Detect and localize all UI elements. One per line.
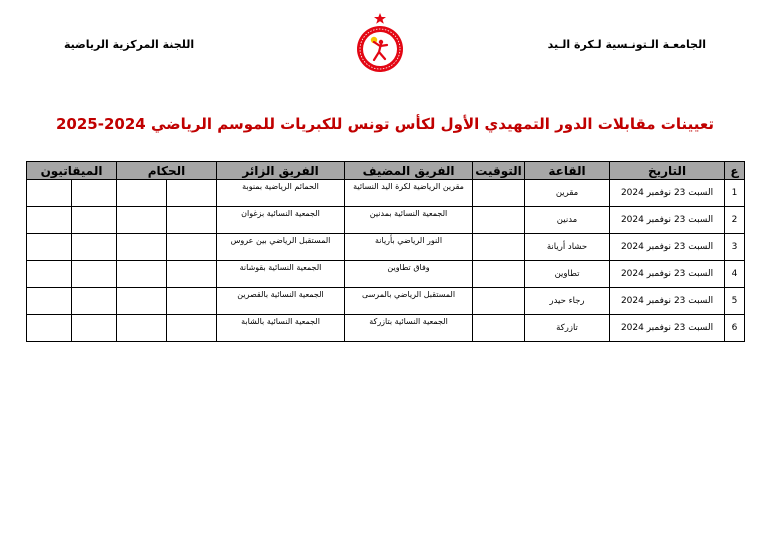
federation-name: الجامعـة الـتونـسية لـكرة الـيد — [547, 38, 706, 51]
match-time — [473, 207, 525, 234]
col-header-away-team: الفريق الزائر — [217, 162, 345, 180]
timekeeper-1 — [72, 288, 117, 315]
row-number: 4 — [725, 261, 745, 288]
home-team: الجمعية النسائية بتازركة — [345, 315, 473, 342]
timekeeper-1 — [72, 315, 117, 342]
assignments-table — [26, 161, 745, 342]
referee-1 — [167, 315, 217, 342]
referee-2 — [117, 261, 167, 288]
timekeeper-2 — [27, 261, 72, 288]
table-row — [27, 207, 745, 234]
match-date: السبت 23 نوفمبر 2024 — [610, 288, 725, 315]
referee-2 — [117, 180, 167, 207]
col-header-home-team: الفريق المضيف — [345, 162, 473, 180]
referee-1 — [167, 261, 217, 288]
timekeeper-2 — [27, 288, 72, 315]
timekeeper-1 — [72, 261, 117, 288]
row-number: 3 — [725, 234, 745, 261]
referee-1 — [167, 288, 217, 315]
match-time — [473, 261, 525, 288]
away-team: الجمعية النسائية بالقصرين — [217, 288, 345, 315]
match-hall: مدنين — [525, 207, 610, 234]
col-header-timekeepers: الميقاتيون — [27, 162, 117, 180]
home-team: المستقبل الرياضي بالمرسى — [345, 288, 473, 315]
away-team: الجمعية النسائية بالشابة — [217, 315, 345, 342]
committee-name: اللجنة المركزية الرياضية — [64, 38, 195, 51]
table-row — [27, 261, 745, 288]
match-date: السبت 23 نوفمبر 2024 — [610, 180, 725, 207]
row-number: 6 — [725, 315, 745, 342]
timekeeper-2 — [27, 207, 72, 234]
referee-1 — [167, 207, 217, 234]
referee-2 — [117, 207, 167, 234]
timekeeper-2 — [27, 180, 72, 207]
col-header-time: التوقيت — [473, 162, 525, 180]
referee-1 — [167, 234, 217, 261]
home-team: الجمعية النسائية بمدنين — [345, 207, 473, 234]
table-row — [27, 234, 745, 261]
match-hall: حشاد أريانة — [525, 234, 610, 261]
row-number: 2 — [725, 207, 745, 234]
col-header-num: ع — [725, 162, 745, 180]
timekeeper-1 — [72, 234, 117, 261]
page-title: تعيينات مقابلات الدور التمهيدي الأول لكأس تونس للكبريات للموسم الرياضي 2024-2025 — [56, 115, 714, 133]
table-row — [27, 288, 745, 315]
col-header-referees: الحكام — [117, 162, 217, 180]
federation-logo-icon — [350, 12, 410, 74]
referee-2 — [117, 315, 167, 342]
referee-2 — [117, 234, 167, 261]
home-team: وفاق تطاوين — [345, 261, 473, 288]
timekeeper-2 — [27, 315, 72, 342]
table-row — [27, 180, 745, 207]
table-header-row — [27, 162, 745, 180]
timekeeper-1 — [72, 207, 117, 234]
match-hall: تطاوين — [525, 261, 610, 288]
col-header-hall: القاعة — [525, 162, 610, 180]
match-time — [473, 180, 525, 207]
away-team: المستقبل الرياضي بين عروس — [217, 234, 345, 261]
col-header-date: التاريخ — [610, 162, 725, 180]
match-hall: مقرين — [525, 180, 610, 207]
row-number: 1 — [725, 180, 745, 207]
away-team: الجمعية النسائية بزغوان — [217, 207, 345, 234]
timekeeper-1 — [72, 180, 117, 207]
referee-2 — [117, 288, 167, 315]
match-date: السبت 23 نوفمبر 2024 — [610, 234, 725, 261]
away-team: الجمعية النسائية بقوشانة — [217, 261, 345, 288]
table-row — [27, 315, 745, 342]
timekeeper-2 — [27, 234, 72, 261]
match-time — [473, 315, 525, 342]
match-hall: رجاء حيدر — [525, 288, 610, 315]
match-date: السبت 23 نوفمبر 2024 — [610, 261, 725, 288]
match-date: السبت 23 نوفمبر 2024 — [610, 207, 725, 234]
home-team: مقرين الرياضية لكرة اليد النسائية — [345, 180, 473, 207]
match-time — [473, 234, 525, 261]
row-number: 5 — [725, 288, 745, 315]
match-time — [473, 288, 525, 315]
away-team: الحمائم الرياضية بمنوبة — [217, 180, 345, 207]
referee-1 — [167, 180, 217, 207]
match-date: السبت 23 نوفمبر 2024 — [610, 315, 725, 342]
home-team: النور الرياضي بأريانة — [345, 234, 473, 261]
match-hall: تازركة — [525, 315, 610, 342]
